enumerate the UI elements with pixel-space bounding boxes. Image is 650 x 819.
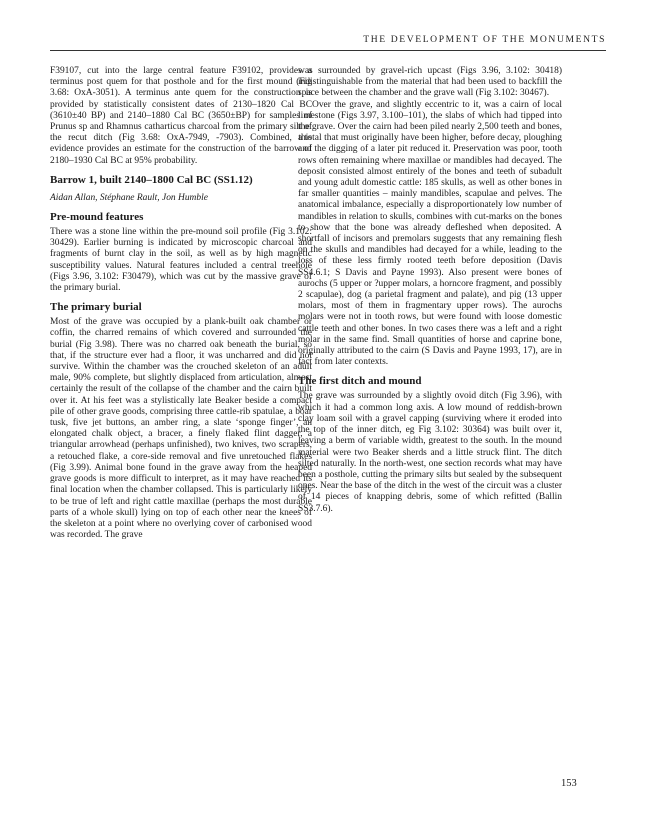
paragraph-pre-mound: There was a stone line within the pre-mound soil profile (Fig 3.102: 30429). Earlier burning is indicated by microscopic charcoal and fragments of burnt clay in the soil, as well as by high magnetic susceptibility values. Natural features included a central treehole (Figs 3.96, 3.102: F30479), which was cut by the massive grave of the primary burial. — [50, 227, 312, 294]
left-column — [50, 66, 312, 541]
authors-line: Aidan Allan, Stéphane Rault, Jon Humble — [50, 192, 208, 203]
subheading-first-ditch-and-mound: The first ditch and mound — [298, 375, 422, 388]
paragraph-first-ditch: The grave was surrounded by a slightly ovoid ditch (Fig 3.96), with which it had a common long axis. A low mound of reddish-brown clay loam soil with a gravel capping (surviving where it eroded into the top of the inner ditch, eg Fig 3.102: 30364) was built over it, leaving a berm of variable width, greatest to the south. In the mound material were two Beaker sherds and a little struck flint. The ditch silted naturally. In the north-west, one section records what may have been a posthole, cutting the primary silts but sealed by the subsequent ones. Near the base of the ditch in the west of the circuit was a cluster of 14 pieces of knapping debris, some of which refitted (Ballin SS3.7.6). — [298, 391, 562, 514]
subheading-primary-burial: The primary burial — [50, 301, 142, 314]
header-rule — [50, 50, 606, 51]
running-head: THE DEVELOPMENT OF THE MONUMENTS — [363, 34, 606, 45]
section-heading-barrow-1: Barrow 1, built 2140–1800 Cal BC (SS1.12) — [50, 173, 253, 186]
page-number: 153 — [561, 778, 577, 789]
paragraph-dating: F39107, cut into the large central feature F39102, provides a terminus post quem for that posthole and for the first mound (Fig 3.68: OxA-3051). A terminus ante quem for the construction is provided by statistically consistent dates of 2130–1820 Cal BC (3610±40 BP) and 2140–1880 Cal BC (3650±BP) for samples of Prunus sp and Rhamnus catharticus charcoal from the primary silt of the recut ditch (Fig 3.68: OxA-7949, -7903). Combined, this evidence provides an estimate for the construction of the barrow of 2180–1930 Cal BC at 95% probability. — [50, 66, 312, 166]
paragraph-upcast: was surrounded by gravel-rich upcast (Figs 3.96, 3.102: 30418) indistinguishable from the material that had been used to backfill the space between the chamber and the grave wall (Fig 3.102: 30467). — [298, 66, 562, 99]
right-column — [298, 66, 562, 515]
paragraph-primary-burial: Most of the grave was occupied by a plank-built oak chamber or coffin, the charred remains of which covered and surrounded the burial (Fig 3.98). There was no charred oak beneath the burial, so that, if the structure ever had a floor, it was uncharred and did not survive. Within the chamber was the crouched skeleton of an adult male, 90% complete, but slightly displaced from articulation, almost certainly the result of the collapse of the chamber and the cairn built over it. At his feet was a stylistically late Beaker beside a compact pile of other grave goods, comprising three cattle-rib spatulae, a boar tusk, five jet buttons, an amber ring, a slate ‘sponge finger’, an elongated chalk object, a bracer, a finely flaked flint dagger, a triangular arrowhead (perhaps unfinished), two knives, two scrapers, a retouched flake, a core-side removal and five unretouched flakes (Fig 3.99). Animal bone found in the grave away from the heaped grave goods is more difficult to interpret, as it may have reached its final location when the chamber collapsed. This is particularly likely to be true of left and right cattle maxillae (perhaps the most durable parts of a whole skull) lying on top of each other near the knees of the skeleton at a point where no overlying cover of carbonised wood was recorded. The grave — [50, 317, 312, 541]
paragraph-cairn: Over the grave, and slightly eccentric to it, was a cairn of local limestone (Figs 3.97, 3.100–101), the slabs of which had tipped into the grave. Over the cairn had been piled nearly 2,500 teeth and bones, a total that must originally have been higher, before decay, ploughing and the digging of a later pit reduced it. Preservation was poor, tooth rows often remaining where maxillae or mandibles had decayed. The deposit consisted almost entirely of the bones and teeth of subadult and young adult domestic cattle: 185 skulls, as well as other bones in far smaller quantities – mainly mandibles, scapulae and pelves. The anatomical imbalance, especially a disproportionately low number of mandibles in relation to skulls, combines with cut-marks on the bones to show that the bone was already defleshed when deposited. A shortfall of incisors and premolars suggests that any remaining flesh on the skulls and mandibles had decayed for a while, leading to the loss of these less firmly rooted teeth before deposition (Davis SS4.6.1; S Davis and Payne 1993). Also present were bones of aurochs (5 upper or ?upper molars, a horncore fragment, and possibly 2 scapulae), dog (a parietal fragment and palate), and pig (13 upper molars, most of them in fragmentary upper rows). The aurochs molars were not in tooth rows, but were found with loose domestic cattle teeth and other bones. In two cases there was a left and a right molar in the same find. Small quantities of horse and caprine bone, originally attributed to the cairn (S Davis and Payne 1993, 17), are in fact from later contexts. — [298, 99, 562, 368]
subheading-pre-mound-features: Pre-mound features — [50, 211, 144, 224]
